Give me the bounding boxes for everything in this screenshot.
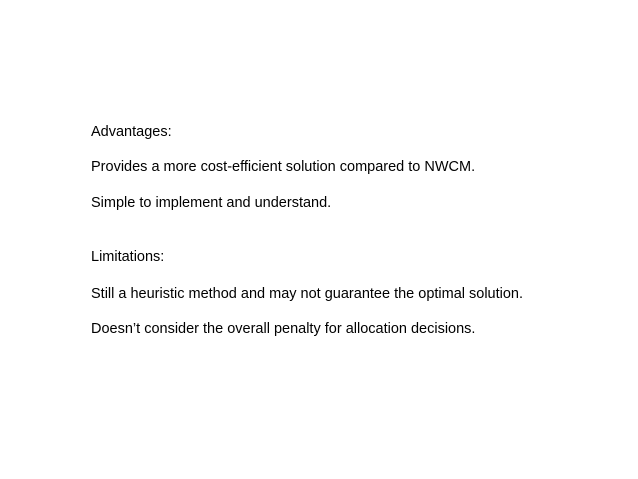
advantage-item-cost-efficient: Provides a more cost-efficient solution compared to NWCM. xyxy=(91,159,476,175)
advantage-item-simple: Simple to implement and understand. xyxy=(91,195,332,211)
limitation-item-penalty: Doesn’t consider the overall penalty for allocation decisions. xyxy=(91,321,476,337)
limitations-heading: Limitations: xyxy=(91,249,165,265)
limitation-item-heuristic: Still a heuristic method and may not guarantee the optimal solution. xyxy=(91,286,524,302)
advantages-heading: Advantages: xyxy=(91,124,172,140)
